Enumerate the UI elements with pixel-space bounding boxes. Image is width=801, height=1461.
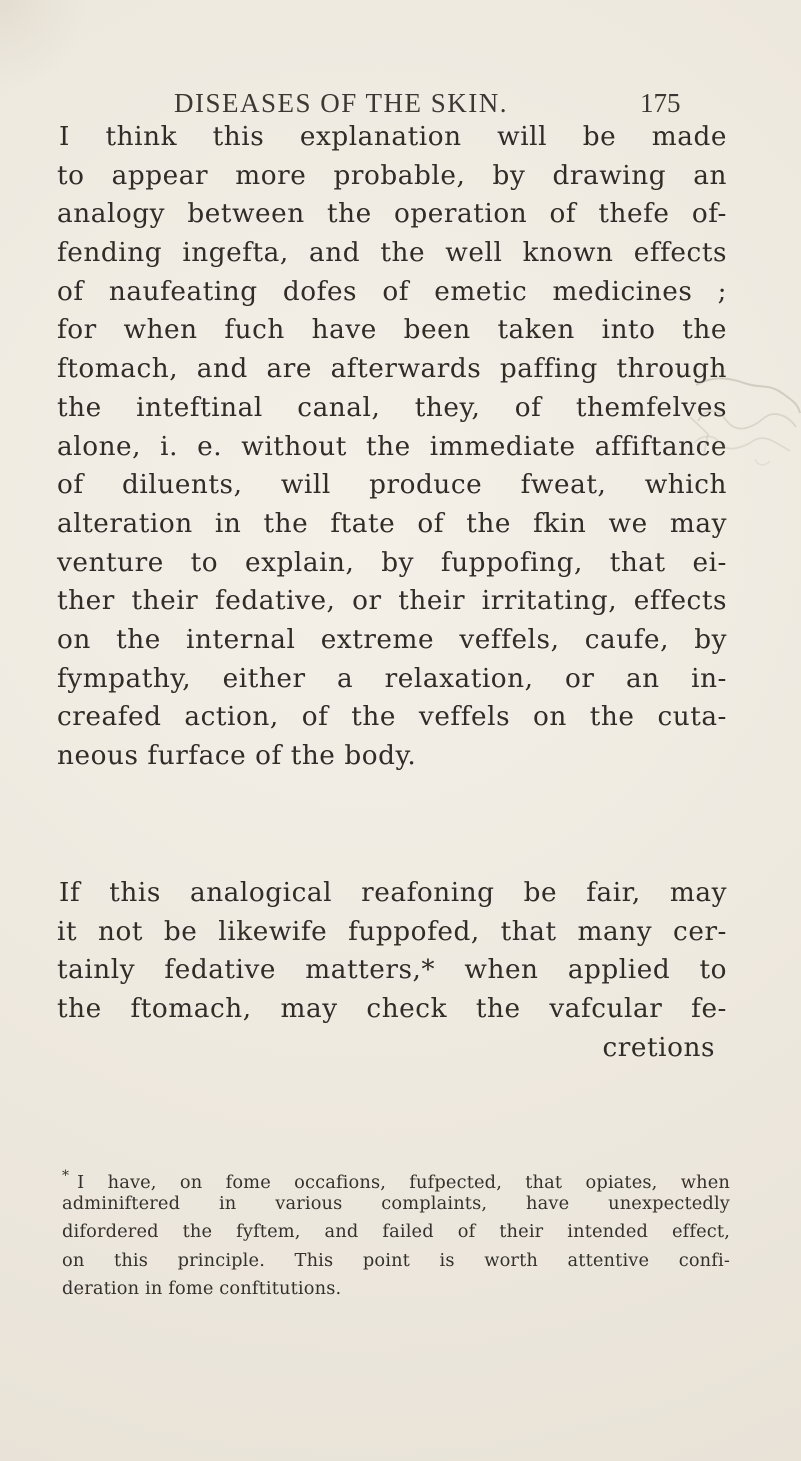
paragraph-2 — [57, 874, 727, 1067]
paragraph-1-line-7: ftomach, and are afterwards paffing through — [57, 354, 727, 385]
paragraph-1-line-6: for when fuch have been taken into the — [57, 315, 727, 346]
paragraph-1-line-11: alteration in the ftate of the fkin we may — [57, 508, 727, 539]
footnote-mark: * — [62, 1168, 70, 1184]
footnote-line-5: deration in fome conftitutions. — [62, 1277, 342, 1299]
paragraph-1-line-4: fending ingefta, and the well known effects — [57, 238, 727, 269]
paragraph-1-line-13: ther their fedative, or their irritating, effects — [57, 586, 727, 617]
ink-bleed-through-mark — [686, 375, 801, 675]
paragraph-1-line-16: creafed action, of the veffels on the cuta- — [57, 702, 727, 733]
footnote-line-4: on this principle. This point is worth attentive confi- — [62, 1249, 730, 1271]
paragraph-1-line-3: analogy between the operation of thefe of- — [57, 199, 727, 230]
page-number: 175 — [640, 88, 681, 118]
footnote-line-1 — [62, 1162, 730, 1193]
corner-stain — [0, 0, 90, 90]
paragraph-1-line-8: the inteftinal canal, they, of themfelves — [57, 392, 727, 423]
footnote-line-2: adminiftered in various complaints, have unexpectedly — [62, 1193, 730, 1215]
paragraph-1 — [57, 118, 727, 776]
paragraph-2-line-3: tainly fedative matters,* when applied to — [57, 955, 727, 986]
paragraph-1-line-17: neous furface of the body. — [57, 741, 417, 771]
footnote-line-3: difordered the fyftem, and failed of their intended effect, — [62, 1221, 730, 1243]
paragraph-1-line-15: fympathy, either a relaxation, or an in- — [57, 663, 727, 694]
paragraph-1-line-5: of naufeating dofes of emetic medicines ; — [57, 276, 727, 307]
running-head: DISEASES OF THE SKIN. — [174, 88, 509, 118]
paragraph-2-line-2: it not be likewife fuppofed, that many cer- — [57, 916, 727, 947]
paragraph-2-line-4: the ftomach, may check the vafcular fe- — [57, 994, 727, 1025]
footnote-line-1-text: I have, on fome occafions, fufpected, that opiates, when — [77, 1172, 730, 1193]
paragraph-2-line-1: If this analogical reafoning be fair, may — [59, 878, 727, 908]
paragraph-1-line-1: I think this explanation will be made — [59, 122, 727, 152]
paragraph-1-line-12: venture to explain, by fuppofing, that ei- — [57, 547, 727, 578]
footnote — [62, 1162, 730, 1303]
paragraph-1-line-9: alone, i. e. without the immediate affiftance — [57, 431, 727, 462]
paragraph-1-line-10: of diluents, will produce fweat, which — [57, 470, 727, 501]
paragraph-1-line-14: on the internal extreme veffels, caufe, by — [57, 624, 727, 655]
paragraph-2-catchword: cretions — [602, 1032, 715, 1063]
paragraph-1-line-2: to appear more probable, by drawing an — [57, 160, 727, 191]
